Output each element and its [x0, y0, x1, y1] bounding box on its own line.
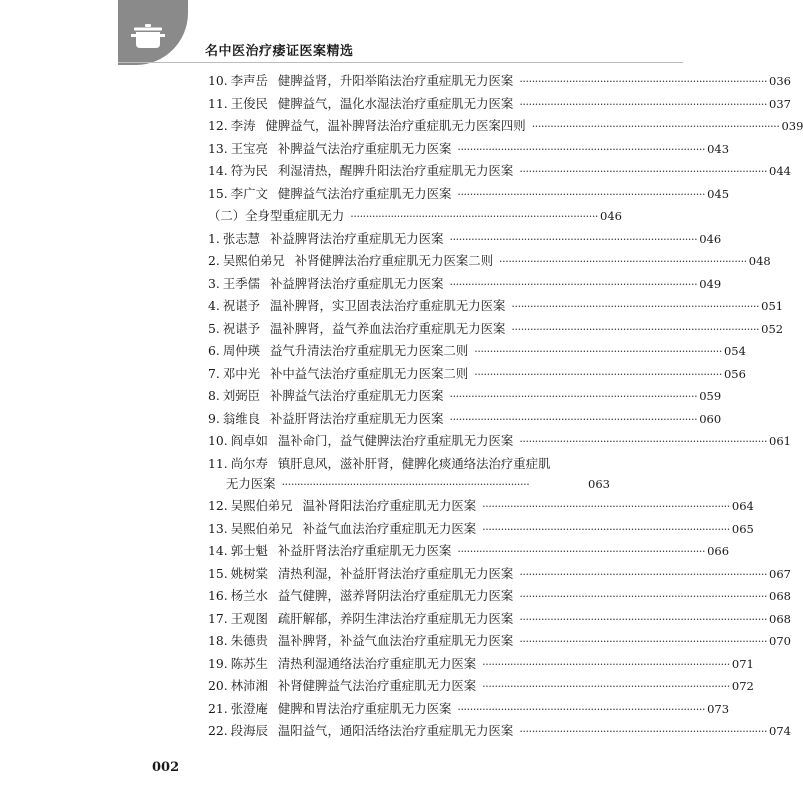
page-number: 002	[152, 760, 180, 775]
toc-entry	[208, 206, 622, 229]
toc-entry-number: 13.	[208, 520, 228, 536]
toc-dot-leader: ················································································	[449, 390, 698, 403]
toc-entry-author: 吴熙伯弟兄	[222, 253, 285, 268]
toc-entry	[208, 341, 746, 364]
toc-entry-number: 10.	[208, 73, 228, 88]
toc-entry-page: 043	[707, 141, 730, 156]
toc-dot-leader: ················································································	[457, 187, 706, 201]
toc-entry-number: 21.	[208, 700, 228, 716]
toc-dot-leader: ················································································	[519, 725, 768, 738]
toc-dot-leader: ················································································	[519, 435, 768, 448]
header-divider	[118, 62, 683, 63]
toc-entry	[208, 496, 754, 519]
toc-entry-author: 尚尔寿	[230, 455, 268, 471]
toc-entry-page: 067	[769, 566, 791, 581]
toc-entry	[208, 94, 791, 117]
toc-entry-title: 温补脾肾，补益气血法治疗重症肌无力医案	[277, 633, 514, 648]
toc-dot-leader: ················································································	[519, 75, 768, 88]
toc-entry-author: 祝谌予	[222, 320, 260, 336]
toc-entry-page: 049	[699, 276, 722, 291]
toc-entry-author: 王观图	[230, 610, 268, 626]
toc-entry-title: 补肾健脾益气法治疗重症肌无力医案	[277, 678, 477, 693]
toc-entry-number: 3.	[208, 275, 220, 291]
toc-entry-page: 068	[769, 589, 791, 603]
toc-entry-number: 15.	[208, 565, 228, 581]
toc-dot-leader: ················································································	[519, 612, 768, 626]
toc-entry-author: 林沛湘	[230, 678, 268, 693]
toc-entry	[208, 274, 722, 297]
toc-entry-page: 065	[731, 521, 754, 536]
toc-entry-title: 健脾和胃法治疗重症肌无力医案	[277, 700, 452, 716]
toc-entry-number: 22.	[208, 723, 228, 738]
book-title: 名中医治疗痿证医案精选	[205, 44, 354, 59]
toc-entry-author: 邓中光	[222, 365, 260, 381]
toc-entry-title: 补中益气法治疗重症肌无力医案二则	[270, 365, 469, 381]
toc-dot-leader: ················································································	[519, 165, 768, 178]
toc-entry	[208, 71, 791, 94]
toc-dot-leader: ················································································	[482, 657, 730, 671]
toc-entry-page: 059	[699, 389, 722, 403]
toc-entry	[208, 609, 791, 632]
toc-entry-author: 王宝亮	[230, 140, 268, 156]
toc-entry	[208, 229, 722, 252]
toc-entry-title-continued: 无力医案	[226, 475, 276, 491]
toc-entry-page: 071	[731, 656, 754, 671]
toc-entry-title: 补益脾肾法治疗重症肌无力医案	[270, 275, 444, 291]
toc-entry-page: 070	[769, 634, 791, 648]
toc-dot-leader: ················································································	[511, 322, 760, 336]
toc-dot-leader: ················································································	[519, 97, 768, 111]
toc-entry-number: 6.	[208, 343, 220, 358]
toc-entry-number: 18.	[208, 633, 228, 648]
toc-entry-number: 16.	[208, 588, 228, 603]
toc-dot-leader: ················································································	[474, 345, 722, 358]
toc-entry-page: 051	[761, 299, 784, 313]
toc-entry-title: 补脾益气法治疗重症肌无力医案	[270, 388, 444, 403]
toc-entry-page: 044	[769, 164, 791, 178]
toc-dot-leader: ················································································	[519, 635, 768, 648]
toc-entry	[208, 431, 791, 454]
toc-entry	[208, 139, 730, 162]
toc-entry-page: 046	[699, 231, 722, 246]
toc-entry-number: 11.	[208, 455, 228, 471]
toc-dot-leader: ················································································	[449, 232, 698, 246]
toc-entry-page: 046	[600, 209, 622, 223]
toc-entry-number: 4.	[208, 298, 220, 313]
toc-entry-page: 061	[769, 434, 791, 448]
toc-entry-author: 张志慧	[222, 230, 260, 246]
toc-dot-leader: ················································································	[457, 545, 706, 558]
toc-entry-number: 20.	[208, 678, 228, 693]
toc-entry-number: 5.	[208, 320, 220, 336]
toc-entry-author: 阎卓如	[230, 433, 268, 448]
toc-entry-title: 清热利湿通络法治疗重症肌无力医案	[277, 655, 477, 671]
toc-dot-leader: ················································································	[499, 255, 747, 268]
toc-entry	[208, 631, 791, 654]
toc-entry-continuation	[208, 474, 610, 497]
toc-dot-leader: ················································································	[482, 522, 730, 536]
toc-entry-number: 12.	[208, 118, 228, 133]
toc-entry-title: 温补肾阳法治疗重症肌无力医案	[302, 498, 477, 513]
toc-dot-leader: ················································································	[519, 590, 768, 603]
toc-entry-number: 11.	[208, 95, 228, 111]
toc-entry-number: 10.	[208, 433, 228, 448]
toc-entry	[208, 519, 754, 542]
toc-entry-author: 李声岳	[230, 73, 268, 88]
toc-entry-number: 12.	[208, 498, 228, 513]
toc-entry-title: 温补脾肾，益气养血法治疗重症肌无力医案	[270, 320, 506, 336]
toc-entry-title: 补益肝肾法治疗重症肌无力医案	[277, 543, 452, 558]
toc-entry-page: 063	[588, 476, 610, 491]
toc-entry-author: （二）全身型重症肌无力	[208, 208, 345, 223]
toc-entry-author: 李广文	[230, 185, 268, 201]
toc-entry-author: 李涛	[230, 118, 256, 133]
toc-entry-number: 17.	[208, 610, 228, 626]
toc-entry	[208, 251, 771, 274]
toc-entry	[208, 721, 791, 744]
toc-entry-page: 048	[748, 254, 771, 268]
toc-entry-page: 052	[761, 321, 784, 336]
toc-entry	[208, 319, 784, 342]
toc-entry-author: 张澄庵	[230, 700, 268, 716]
toc-dot-leader: ················································································	[350, 210, 599, 223]
toc-entry	[208, 654, 754, 677]
toc-entry-number: 15.	[208, 185, 228, 201]
toc-entry	[208, 116, 803, 139]
toc-entry-author: 杨兰水	[230, 588, 268, 603]
toc-entry-title: 补益脾肾法治疗重症肌无力医案	[270, 230, 444, 246]
toc-entry-author: 祝谌予	[222, 298, 260, 313]
toc-entry-author: 姚树棠	[230, 565, 268, 581]
toc-entry-title: 温阳益气，通阳活络法治疗重症肌无力医案	[277, 723, 514, 738]
toc-entry-title: 健脾益气法治疗重症肌无力医案	[277, 185, 452, 201]
toc-entry-title: 健脾益气，温化水湿法治疗重症肌无力医案	[277, 95, 514, 111]
toc-entry	[208, 296, 784, 319]
toc-entry	[208, 364, 746, 387]
toc-entry	[208, 676, 754, 699]
toc-entry-number: 14.	[208, 163, 228, 178]
table-of-contents	[208, 71, 803, 744]
toc-entry-number: 13.	[208, 140, 228, 156]
toc-entry-author: 朱德贵	[230, 633, 268, 648]
toc-entry-page: 054	[723, 344, 746, 358]
toc-entry-title: 疏肝解郁，养阴生津法治疗重症肌无力医案	[277, 610, 514, 626]
toc-entry-title: 补益肝肾法治疗重症肌无力医案	[270, 410, 444, 426]
toc-dot-leader: ················································································	[482, 500, 730, 513]
toc-entry-title: 温补命门，益气健脾法治疗重症肌无力医案	[277, 433, 514, 448]
toc-entry-author: 段海辰	[230, 723, 268, 738]
toc-entry-author: 吴熙伯弟兄	[230, 520, 293, 536]
toc-entry-page: 037	[769, 96, 791, 111]
toc-entry-author: 吴熙伯弟兄	[230, 498, 293, 513]
toc-entry-number: 2.	[208, 253, 220, 268]
toc-entry-title: 清热利湿，补益肝肾法治疗重症肌无力医案	[277, 565, 514, 581]
toc-entry-title: 益气健脾，滋养肾阴法治疗重症肌无力医案	[277, 588, 514, 603]
toc-entry	[208, 184, 730, 207]
toc-dot-leader: ················································································	[457, 702, 706, 716]
toc-entry	[208, 586, 791, 609]
toc-entry-number: 1.	[208, 230, 220, 246]
toc-entry-title: 利湿清热，醒脾升阳法治疗重症肌无力医案	[277, 163, 514, 178]
toc-dot-leader: ················································································	[449, 412, 698, 426]
toc-entry-author: 符为民	[230, 163, 268, 178]
toc-entry-title: 健脾益气，温补脾肾法治疗重症肌无力医案四则	[265, 118, 526, 133]
toc-dot-leader: ················································································	[482, 680, 730, 693]
toc-entry-number: 7.	[208, 365, 220, 381]
toc-entry-page: 036	[769, 74, 791, 88]
toc-entry	[208, 564, 791, 587]
toc-dot-leader: ················································································	[474, 367, 722, 381]
toc-entry-author: 王季儒	[222, 275, 260, 291]
toc-dot-leader: ················································································	[281, 477, 530, 491]
toc-entry-number: 9.	[208, 410, 220, 426]
toc-dot-leader: ················································································	[519, 567, 768, 581]
toc-entry-page: 073	[707, 701, 730, 716]
toc-entry	[208, 386, 722, 409]
toc-entry-title: 益气升清法治疗重症肌无力医案二则	[270, 343, 469, 358]
toc-entry-page: 045	[707, 186, 730, 201]
toc-entry	[208, 541, 730, 564]
toc-entry	[208, 161, 791, 184]
toc-dot-leader: ················································································	[457, 142, 706, 156]
toc-entry-page: 060	[699, 411, 722, 426]
toc-entry-page: 039	[781, 119, 803, 133]
toc-entry-page: 072	[731, 679, 754, 693]
toc-dot-leader: ················································································	[511, 300, 760, 313]
toc-entry-author: 王俊民	[230, 95, 268, 111]
toc-dot-leader: ················································································	[449, 277, 698, 291]
toc-entry-number: 14.	[208, 543, 228, 558]
toc-entry-number: 19.	[208, 655, 228, 671]
toc-entry-title: 健脾益肾，升阳举陷法治疗重症肌无力医案	[277, 73, 514, 88]
toc-entry-page: 066	[707, 544, 730, 558]
toc-entry-author: 郭士魁	[230, 543, 268, 558]
toc-entry	[208, 454, 610, 474]
toc-entry-page: 074	[769, 724, 791, 738]
toc-entry-author: 刘弼臣	[222, 388, 260, 403]
cooking-pot-icon	[131, 24, 165, 50]
toc-entry-page: 056	[723, 366, 746, 381]
toc-entry-author: 周仲瑛	[222, 343, 260, 358]
toc-entry-page: 064	[731, 499, 754, 513]
toc-entry-number: 8.	[208, 388, 220, 403]
toc-entry-author: 陈苏生	[230, 655, 268, 671]
toc-entry-title: 补肾健脾法治疗重症肌无力医案二则	[294, 253, 494, 268]
toc-entry-page: 068	[769, 611, 791, 626]
toc-entry	[208, 409, 722, 432]
toc-dot-leader: ················································································	[531, 120, 780, 133]
toc-entry-author: 翁维良	[222, 410, 260, 426]
toc-entry	[208, 699, 730, 722]
toc-entry-title: 补益气血法治疗重症肌无力医案	[302, 520, 477, 536]
toc-entry-title: 补脾益气法治疗重症肌无力医案	[277, 140, 452, 156]
toc-entry-title: 镇肝息风，滋补肝肾，健脾化痰通络法治疗重症肌	[277, 455, 551, 471]
toc-entry-title: 温补脾肾，实卫固表法治疗重症肌无力医案	[270, 298, 506, 313]
